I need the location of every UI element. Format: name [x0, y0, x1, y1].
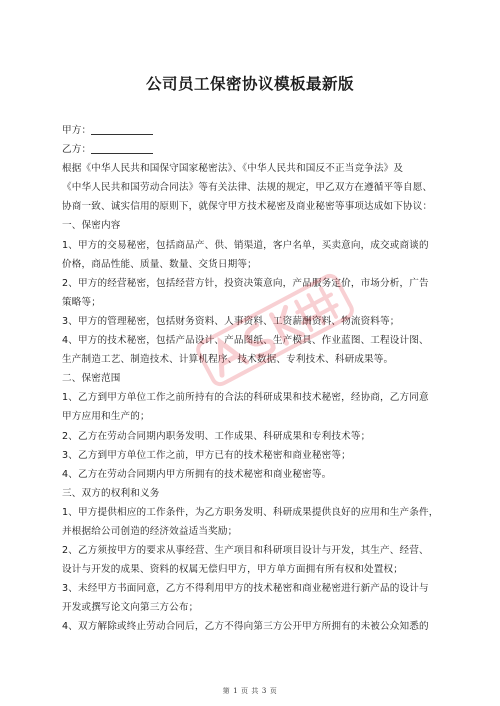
- body-line: 1、乙方到甲方单位工作之前所持有的合法的科研成果和技术秘密，经协商，乙方同意: [62, 392, 429, 404]
- body-line: 4、乙方在劳动合同期内甲方所拥有的技术秘密和商业秘密等。: [62, 468, 332, 480]
- body-line: 根据《中华人民共和国保守国家秘密法》、《中华人民共和国反不正当竞争法》及: [62, 163, 404, 175]
- body-line: 生产制造工艺、制造技术、计算机程序、技术数据、专利技术、科研成果等。: [62, 354, 394, 366]
- document-body: [62, 121, 448, 637]
- section-heading: 二、保密范围: [62, 373, 121, 385]
- section-heading: 一、保密内容: [62, 220, 121, 232]
- document-title: 公司员工保密协议模板最新版: [145, 75, 354, 93]
- body-line: 1、甲方提供相应的工作条件，为乙方职务发明、科研成果提供良好的应用和生产条件，: [62, 506, 439, 518]
- body-line: 价格，商品性能、质量、数量、交货日期等；: [62, 258, 257, 270]
- body-line: 1、甲方的交易秘密，包括商品产、供、销渠道，客户名单，买卖意向，成交或商谈的: [62, 239, 429, 251]
- body-line: 3、未经甲方书面同意，乙方不得利用甲方的技术秘密和商业秘密进行新产品的设计与: [62, 583, 429, 595]
- body-line: 甲方应用和生产的；: [62, 411, 150, 423]
- body-line: 2、乙方在劳动合同期内职务发明、工作成果、科研成果和专利技术等；: [62, 430, 371, 442]
- section-heading: 三、双方的权利和义务: [62, 487, 160, 499]
- body-line: 2、乙方须按甲方的要求从事经营、生产项目和科研项目设计与开发，其生产、经营、: [62, 545, 429, 557]
- body-line: 策略等；: [62, 296, 101, 308]
- party-b-label: 乙方：: [62, 144, 92, 156]
- body-line: 3、乙方到甲方单位工作之前，甲方已有的技术秘密和商业秘密等；: [62, 449, 351, 461]
- body-line: 设计与开发的成果、资料的权属无偿归甲方，甲方单方面拥有所有权和处置权；: [62, 564, 404, 576]
- party-a-line: [62, 121, 448, 140]
- body-line: 2、甲方的经营秘密，包括经营方针，投资决策意向，产品服务定价，市场分析，广告: [62, 277, 429, 289]
- party-a-blank: [91, 124, 153, 135]
- body-line: 4、甲方的技术秘密，包括产品设计、产品图纸、生产模具、作业蓝图、工程设计图、: [62, 335, 429, 347]
- body-line: 协商一致、诚实信用的原则下，就保守甲方技术秘密及商业秘密等事项达成如下协议：: [62, 201, 433, 213]
- party-b-line: [62, 140, 448, 159]
- party-b-blank: [91, 143, 153, 154]
- body-line: 3、甲方的管理秘密，包括财务资料、人事资料、工资薪酬资料、物流资料等；: [62, 315, 400, 327]
- party-a-label: 甲方：: [62, 125, 92, 136]
- body-line: 开发或撰写论文向第三方公布；: [62, 602, 199, 614]
- page-footer: 第 1 页 共 3 页: [222, 687, 278, 695]
- body-line: 4、双方解除或终止劳动合同后，乙方不得向第三方公开甲方所拥有的未被公众知悉的: [62, 621, 429, 633]
- body-line: 并根据给公司创造的经济效益适当奖励；: [62, 525, 238, 537]
- body-line: 《中华人民共和国劳动合同法》等有关法律、法规的规定，甲乙双方在遵循平等自愿、: [62, 182, 433, 194]
